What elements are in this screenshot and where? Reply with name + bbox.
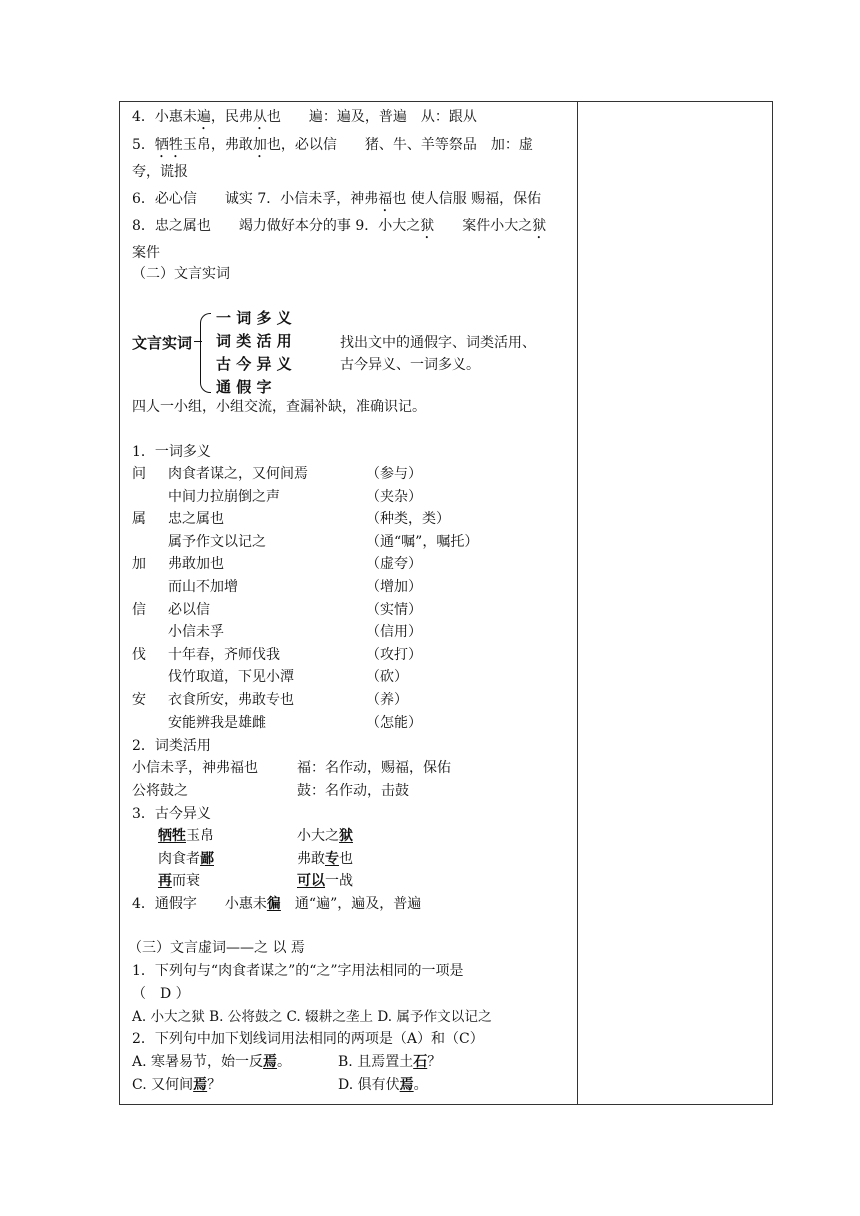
word-head: 伐 <box>132 646 146 663</box>
text-run: 夸，谎报 <box>132 164 188 180</box>
note-line <box>132 108 477 133</box>
note-line <box>132 136 533 161</box>
text-run: 而衰 <box>172 873 200 890</box>
word-meaning: （虚夸） <box>366 556 422 573</box>
word-meaning: （增加） <box>366 579 422 595</box>
question-option <box>132 1076 221 1094</box>
example-sentence: 必以信 <box>168 601 210 618</box>
word-meaning: 福：名作动，赐福，保佑 <box>297 760 451 776</box>
group-note: 四人一小组，小组交流，查漏补缺，准确识记。 <box>132 399 426 415</box>
text-run: 5． <box>132 137 155 153</box>
right-empty-cell <box>578 102 772 1104</box>
word-head: 属 <box>132 511 146 528</box>
word-meaning: （通“嘱”，嘱托） <box>366 533 479 550</box>
text-run: 案件小大之 <box>434 218 533 234</box>
text-run: 也 遍：遍及，普遍 从：跟从 <box>266 109 477 125</box>
ancient-modern-item <box>297 850 353 868</box>
text-run: 也 使人信服 赐福，保佑 <box>392 191 542 207</box>
word-head: 问 <box>132 466 146 482</box>
diagram-item: 通 假 字 <box>216 378 272 396</box>
word-meaning: （参与） <box>366 466 422 482</box>
text-run: ，民弗 <box>210 109 253 125</box>
word-meaning: （种类，类） <box>366 511 450 528</box>
word-head: 安 <box>132 692 146 708</box>
ancient-modern-item <box>297 827 353 845</box>
text-run: 案件 <box>132 245 160 261</box>
lesson-table <box>119 101 773 1105</box>
brace-shape <box>200 313 211 393</box>
note-line <box>132 265 230 283</box>
example-sentence: 而山不加增 <box>168 579 238 595</box>
text-run: B. 且焉置土 <box>338 1054 414 1070</box>
text-run: 再 <box>158 873 172 890</box>
example-sentence: 公将鼓之 <box>132 782 188 799</box>
section-title: （三）文言虚词——之 以 焉 <box>128 940 305 956</box>
text-run: 牺牲 <box>154 137 183 153</box>
example-sentence: 忠之属也 <box>168 511 224 528</box>
text-run: 加 <box>252 137 267 153</box>
text-run: C. 又何间 <box>132 1076 194 1093</box>
text-run: 遍 <box>196 109 211 125</box>
text-run: 鄙 <box>200 850 214 867</box>
diagram-item: 一 词 多 义 <box>216 309 292 327</box>
diagram-label: 文言实词 <box>132 334 193 352</box>
text-run: ？ <box>427 1054 442 1070</box>
note-line <box>132 163 188 181</box>
question-option <box>132 1053 291 1071</box>
text-run: 玉帛，弗敢 <box>182 137 253 153</box>
example-sentence: 衣食所安，弗敢专也 <box>168 692 294 708</box>
text-run: 焉 <box>263 1054 278 1070</box>
text-run: 从 <box>252 109 267 125</box>
ancient-modern-item <box>297 872 353 890</box>
diagram-desc: 古今异义、一词多义。 <box>340 357 480 373</box>
ancient-modern-item <box>158 872 200 890</box>
text-run: 狱 <box>420 218 435 234</box>
text-run: 玉帛 <box>186 828 214 844</box>
example-sentence: 小信未孚，神弗福也 <box>132 760 258 776</box>
text-run: 。 <box>277 1054 292 1070</box>
note-line <box>132 190 541 215</box>
note-line <box>132 244 160 262</box>
text-run: D. 俱有伏 <box>338 1076 400 1093</box>
word-meaning: （砍） <box>366 669 408 686</box>
text-run: 狱 <box>532 218 547 234</box>
text-run: 8．忠之属也 竭力做好本分的事 9．小大之 <box>132 218 421 234</box>
text-run: 专 <box>325 850 339 867</box>
text-run: 小大之 <box>297 828 339 844</box>
question-option <box>338 1076 428 1094</box>
example-sentence: 安能辨我是雄雌 <box>168 714 266 731</box>
diagram-item: 古 今 异 义 <box>216 355 292 373</box>
text-run: （二）文言实词 <box>132 266 230 282</box>
word-head: 信 <box>132 601 146 618</box>
ancient-modern-item <box>158 827 214 845</box>
ancient-modern-item <box>158 850 214 868</box>
example-sentence: 属予作文以记之 <box>168 533 266 550</box>
diagram-item: 词 类 活 用 <box>216 332 292 350</box>
example-sentence: 小信未孚 <box>168 624 224 641</box>
word-meaning: 鼓：名作动，击鼓 <box>297 782 409 799</box>
text-run: 6．必心信 诚实 7．小信未孚，神弗 <box>132 191 379 207</box>
word-meaning: （怎能） <box>366 714 422 731</box>
question-answer: （ D ） <box>132 986 190 1002</box>
question-option <box>338 1053 441 1071</box>
example-sentence: 伐竹取道，下见小潭 <box>168 669 294 686</box>
text-run: 徧 <box>266 896 281 912</box>
text-run: 4．小惠未 <box>132 109 197 125</box>
text-run: A. 寒暑易节，始一反 <box>132 1054 264 1070</box>
example-sentence: 弗敢加也 <box>168 556 224 573</box>
diagram-desc: 找出文中的通假字、词类活用、 <box>340 335 536 351</box>
text-run: 通“遍”，遍及，普遍 <box>280 896 422 912</box>
text-run: 狱 <box>339 828 353 844</box>
example-sentence: 肉食者谋之，又何间焉 <box>168 466 308 482</box>
text-run: 焉 <box>399 1076 414 1093</box>
tongjia-line <box>132 895 421 913</box>
text-run: 焉 <box>193 1076 208 1093</box>
note-line <box>132 217 546 242</box>
word-meaning: （养） <box>366 692 408 708</box>
text-run: 肉食者 <box>158 850 200 867</box>
text-run: 可以 <box>297 873 325 890</box>
question-text: 2．下列句中加下划线词用法相同的两项是（A）和（C） <box>132 1031 484 1047</box>
example-sentence: 十年春，齐师伐我 <box>168 646 280 663</box>
text-run: 。 <box>413 1076 428 1093</box>
question-text: 1．下列句与“肉食者谋之”的“之”字用法相同的一项是 <box>132 963 464 979</box>
word-meaning: （信用） <box>366 624 422 641</box>
brace-tip <box>194 341 202 342</box>
text-run: 石 <box>413 1054 428 1070</box>
text-run: 也，必以信 猪、牛、羊等祭品 加：虚 <box>266 137 533 153</box>
word-head: 加 <box>132 556 146 573</box>
word-meaning: （实情） <box>366 601 422 618</box>
word-meaning: （攻打） <box>366 646 422 663</box>
text-run: 福 <box>378 191 393 207</box>
section-title: 3．古今异义 <box>132 806 211 822</box>
example-sentence: 中间力拉崩倒之声 <box>168 488 280 505</box>
text-run: 4．通假字 小惠未 <box>132 896 267 912</box>
section-title: 1．一词多义 <box>132 444 211 460</box>
text-run: 一战 <box>325 873 353 890</box>
section-title: 2．词类活用 <box>132 738 211 754</box>
question-options: A. 小大之狱 B. 公将鼓之 C. 辍耕之垄上 D. 属予作文以记之 <box>132 1009 492 1025</box>
text-run: ？ <box>207 1076 222 1093</box>
text-run: 牺牲 <box>158 828 186 844</box>
word-meaning: （夹杂） <box>366 488 422 505</box>
text-run: 也 <box>339 850 353 867</box>
text-run: 弗敢 <box>297 850 325 867</box>
